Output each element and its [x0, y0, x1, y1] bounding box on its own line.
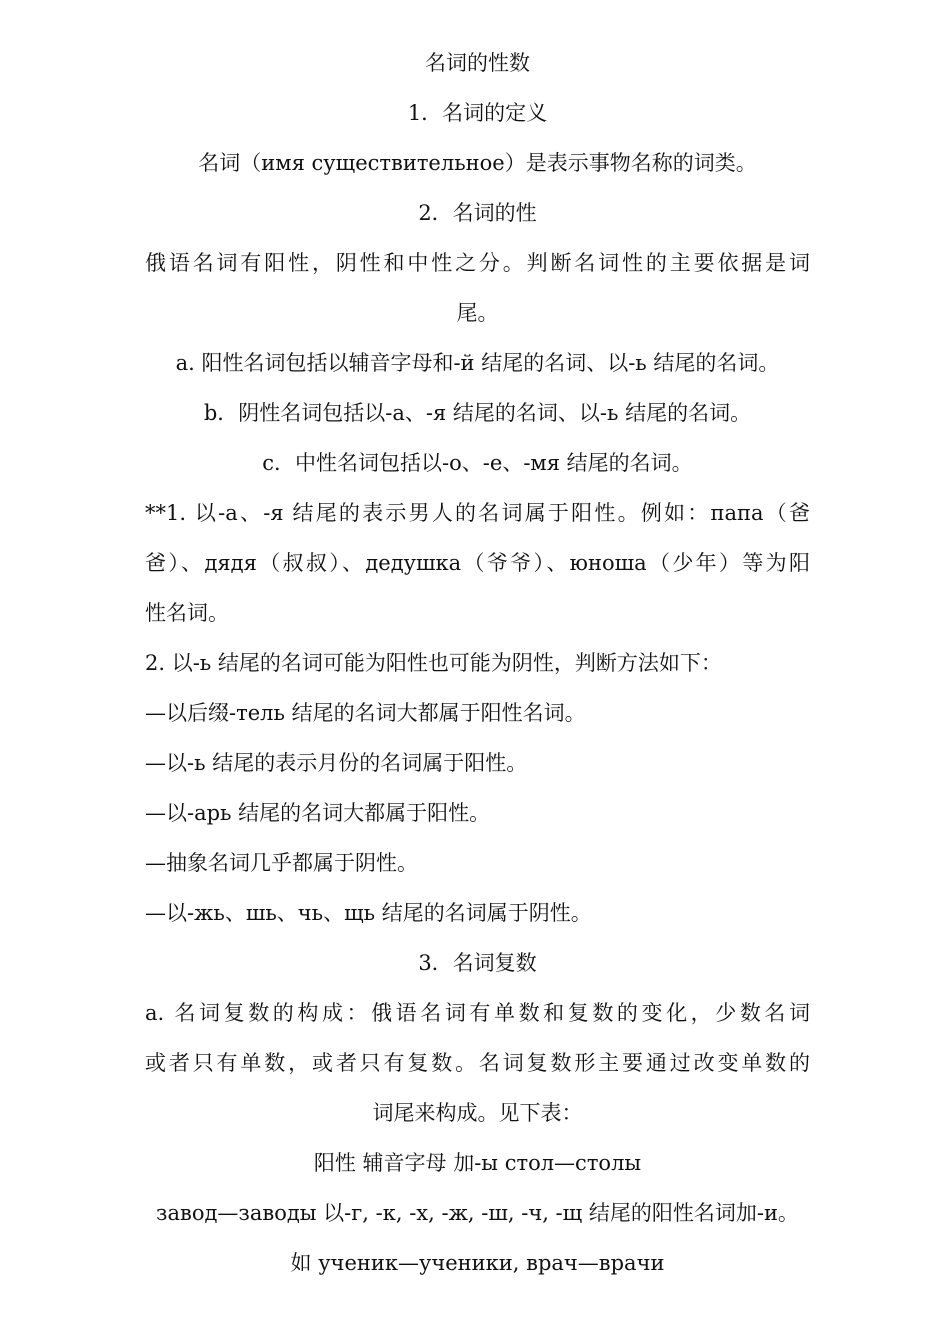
dash-list-item: —以后缀-тель 结尾的名词大都属于阳性名词。 — [145, 701, 586, 725]
note-line: 爸）、дядя（叔叔）、дедушка（爷爷）、юноша（少年）等为阳 — [145, 551, 810, 575]
paragraph-line: 或者只有单数，或者只有复数。名词复数形主要通过改变单数的 — [145, 1051, 810, 1075]
document-page — [145, 38, 810, 1288]
table-line: завод—заводы 以-г, -к, -х, -ж, -ш, -ч, -щ 结尾的阳性名词加-и。 — [156, 1201, 799, 1225]
dash-list-item: —以-арь 结尾的名词大都属于阳性。 — [145, 801, 491, 825]
note-line: 性名词。 — [145, 601, 229, 625]
paragraph-line: 词尾来构成。见下表： — [372, 1101, 583, 1125]
list-item-a: a. 阳性名词包括以辅音字母和-й 结尾的名词、以-ь 结尾的名词。 — [175, 351, 780, 375]
section-heading-plural: 3．名词复数 — [418, 951, 537, 975]
dash-list-item: —抽象名词几乎都属于阴性。 — [145, 851, 418, 875]
list-item-b: b．阴性名词包括以-а、-я 结尾的名词、以-ь 结尾的名词。 — [203, 401, 752, 425]
list-item-c: c．中性名词包括以-о、-е、-мя 结尾的名词。 — [262, 451, 693, 475]
paragraph-line: 尾。 — [456, 301, 499, 325]
section-heading-definition: 1．名词的定义 — [407, 101, 548, 125]
section-heading-gender: 2．名词的性 — [418, 201, 537, 225]
dash-list-item: —以-ь 结尾的表示月份的名词属于阳性。 — [145, 751, 528, 775]
paragraph-line: a. 名词复数的构成：俄语名词有单数和复数的变化，少数名词 — [145, 1001, 810, 1025]
note-line: 2. 以-ь 结尾的名词可能为阳性也可能为阴性，判断方法如下： — [145, 651, 722, 675]
dash-list-item: —以-жь、шь、чь、щь 结尾的名词属于阴性。 — [145, 901, 592, 925]
note-line: **1. 以-а、-я 结尾的表示男人的名词属于阳性。例如：папа（爸 — [145, 501, 810, 525]
table-line: 阳性 辅音字母 加-ы стол—столы — [313, 1151, 642, 1175]
paragraph-line: 名词（имя существительное）是表示事物名称的词类。 — [198, 151, 757, 175]
doc-title: 名词的性数 — [425, 51, 530, 75]
paragraph-line: 俄语名词有阳性，阴性和中性之分。判断名词性的主要依据是词 — [145, 251, 810, 275]
example-line: 如 ученик—ученики, врач—врачи — [290, 1251, 665, 1275]
